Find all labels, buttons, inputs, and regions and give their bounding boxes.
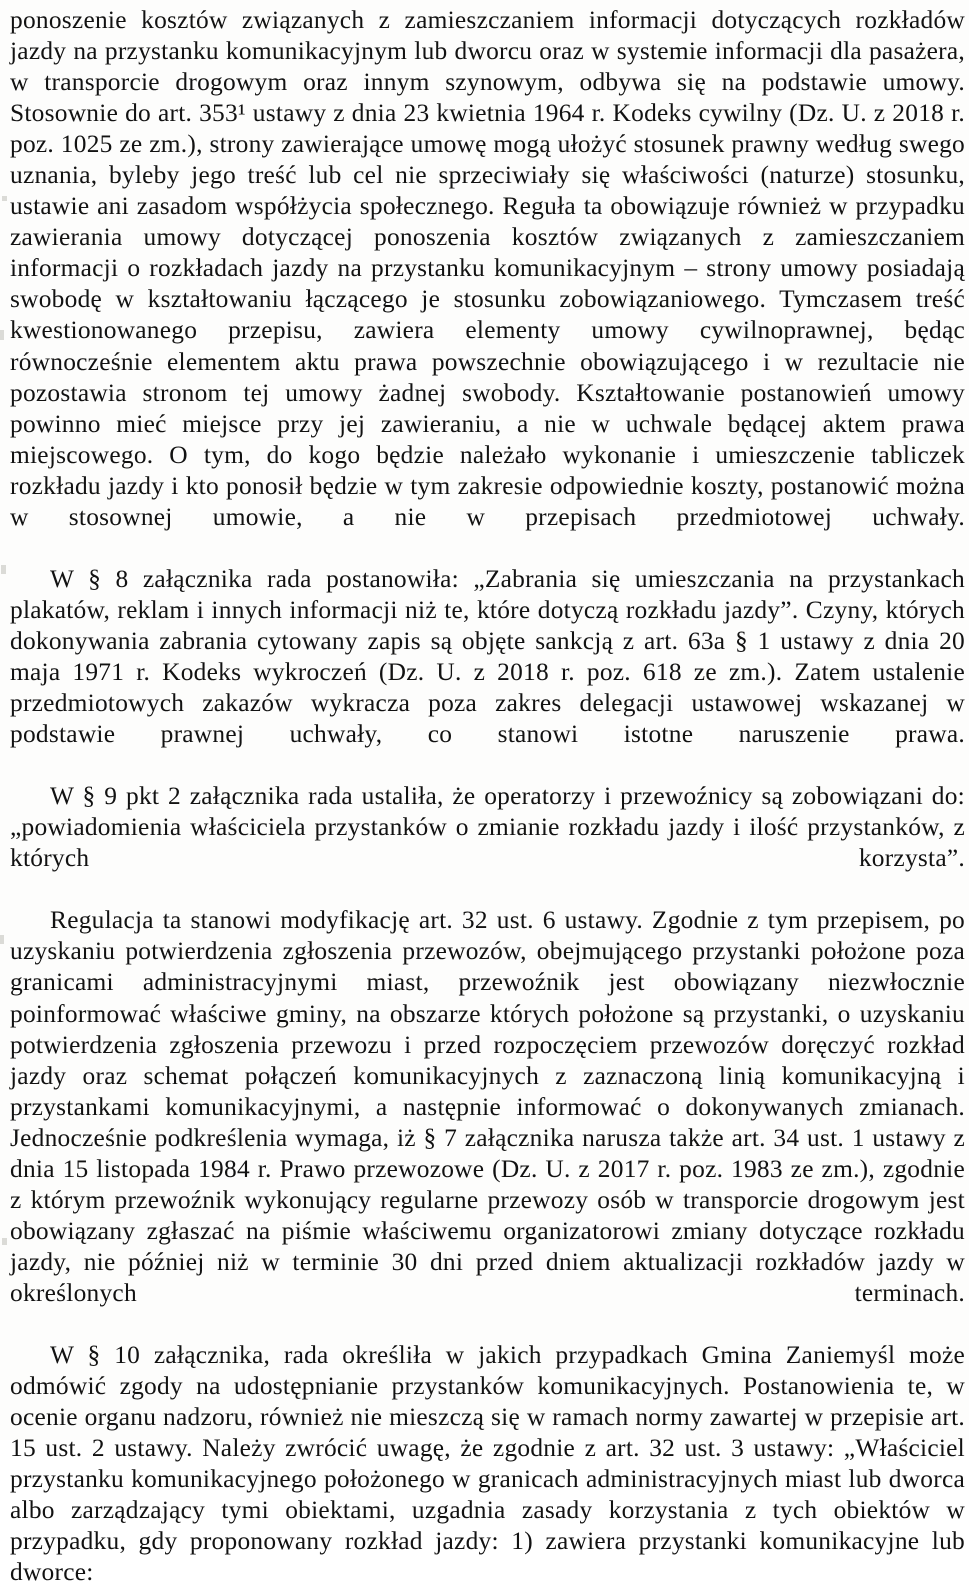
paragraph: W § 10 załącznika, rada określiła w jakich przypadkach Gmina Zaniemyśl może odmówić zgody na udostępnianie przystanków komunikacyjnych. Postanowienia te, w ocenie organu nadzoru, również nie mieszczą się w ramach normy zawartej w przepisie art. 15 ust. 2 ustawy. Należy zwrócić uwagę, że zgodnie z art. 32 ust. 3 ustawy: „Właściciel przystanku komunikacyjnego położonego w granicach administracyjnych miast lub dworca albo zarządzający tymi obiektami, uzgadnia zasady korzystania z tych obiektów w przypadku, gdy proponowany rozkład jazdy: 1) zawiera przystanki komunikacyjne lub dworce: <box>10 1341 965 1587</box>
scan-artifact-speck <box>2 1238 7 1245</box>
scan-artifact-speck <box>0 330 4 340</box>
scan-artifact-speck <box>2 196 7 201</box>
paragraph: Regulacja ta stanowi modyfikację art. 32 ust. 6 ustawy. Zgodnie z tym przepisem, po uzyskaniu potwierdzenia zgłoszenia przewozów, obejmującego przystanki położone poza granicami administracyjnymi miast, przewoźnik jest obowiązany niezwłocznie poinformować właściwe gminy, na obszarze których położone są przystanki, o uzyskaniu potwierdzenia zgłoszenia przewozu i przed rozpoczęciem przewozów doręczyć rozkład jazdy oraz schemat połączeń komunikacyjnych z zaznaczoną linią komunikacyjną i przystankami komunikacyjnymi, a następnie informować o dokonywanych zmianach. Jednocześnie podkreślenia wymaga, iż § 7 załącznika narusza także art. 34 ust. 1 ustawy z dnia 15 listopada 1984 r. Prawo przewozowe (Dz. U. z 2017 r. poz. 1983 ze zm.), zgodnie z którym przewoźnik wykonujący regularne przewozy osób w transporcie drogowym jest obowiązany zgłaszać na piśmie właściwemu organizatorowi zmiany dotyczące rozkładu jazdy, nie później niż w terminie 30 dni przed dniem aktualizacji rozkładów jazdy w określonych terminach. <box>10 906 965 1307</box>
document-text-body <box>10 5 965 1588</box>
paragraph: ponoszenie kosztów związanych z zamieszczaniem informacji dotyczących rozkładów jazdy na przystanku komunikacyjnym lub dworcu oraz w systemie informacji dla pasażera, w transporcie drogowym oraz innym szynowym, odbywa się na podstawie umowy. Stosownie do art. 353¹ ustawy z dnia 23 kwietnia 1964 r. Kodeks cywilny (Dz. U. z 2018 r. poz. 1025 ze zm.), strony zawierające umowę mogą ułożyć stosunek prawny według swego uznania, byleby jego treść lub cel nie sprzeciwiały się właściwości (naturze) stosunku, ustawie ani zasadom współżycia społecznego. Reguła ta obowiązuje również w przypadku zawierania umowy dotyczącej ponoszenia kosztów związanych z zamieszczaniem informacji o rozkładach jazdy na przystanku komunikacyjnym – strony umowy posiadają swobodę w kształtowaniu łączącego je stosunku zobowiązaniowego. Tymczasem treść kwestionowanego przepisu, zawiera elementy umowy cywilnoprawnej, będąc równocześnie elementem aktu prawa powszechnie obowiązującego i w rezultacie nie pozostawia stronom tej umowy żadnej swobody. Kształtowanie postanowień umowy powinno mieć miejsce przy jej zawieraniu, a nie w uchwale będącej aktem prawa miejscowego. O tym, do kogo będzie należało wykonanie i umieszczenie tabliczek rozkładu jazdy i kto ponosił będzie w tym zakresie odpowiednie koszty, postanowić można w stosownej umowie, a nie w przepisach przedmiotowej uchwały. <box>10 6 965 531</box>
scan-artifact-speck <box>0 935 4 944</box>
paragraph: W § 9 pkt 2 załącznika rada ustaliła, że operatorzy i przewoźnicy są zobowiązani do: „powiadomienia właściciela przystanków o zmianie rozkładu jazdy i ilość przystanków, z których korzysta”. <box>10 782 965 873</box>
paragraph: W § 8 załącznika rada postanowiła: „Zabrania się umieszczania na przystankach plakatów, reklam i innych informacji niż te, które dotyczą rozkładu jazdy”. Czyny, których dokonywania zabrania cytowany zapis są objęte sankcją z art. 63a § 1 ustawy z dnia 20 maja 1971 r. Kodeks wykroczeń (Dz. U. z 2018 r. poz. 618 ze zm.). Zatem ustalenie przedmiotowych zakazów wykracza poza zakres delegacji ustawowej wskazanej w podstawie prawnej uchwały, co stanowi istotne naruszenie prawa. <box>10 564 965 749</box>
scan-artifact-speck <box>1 565 6 574</box>
